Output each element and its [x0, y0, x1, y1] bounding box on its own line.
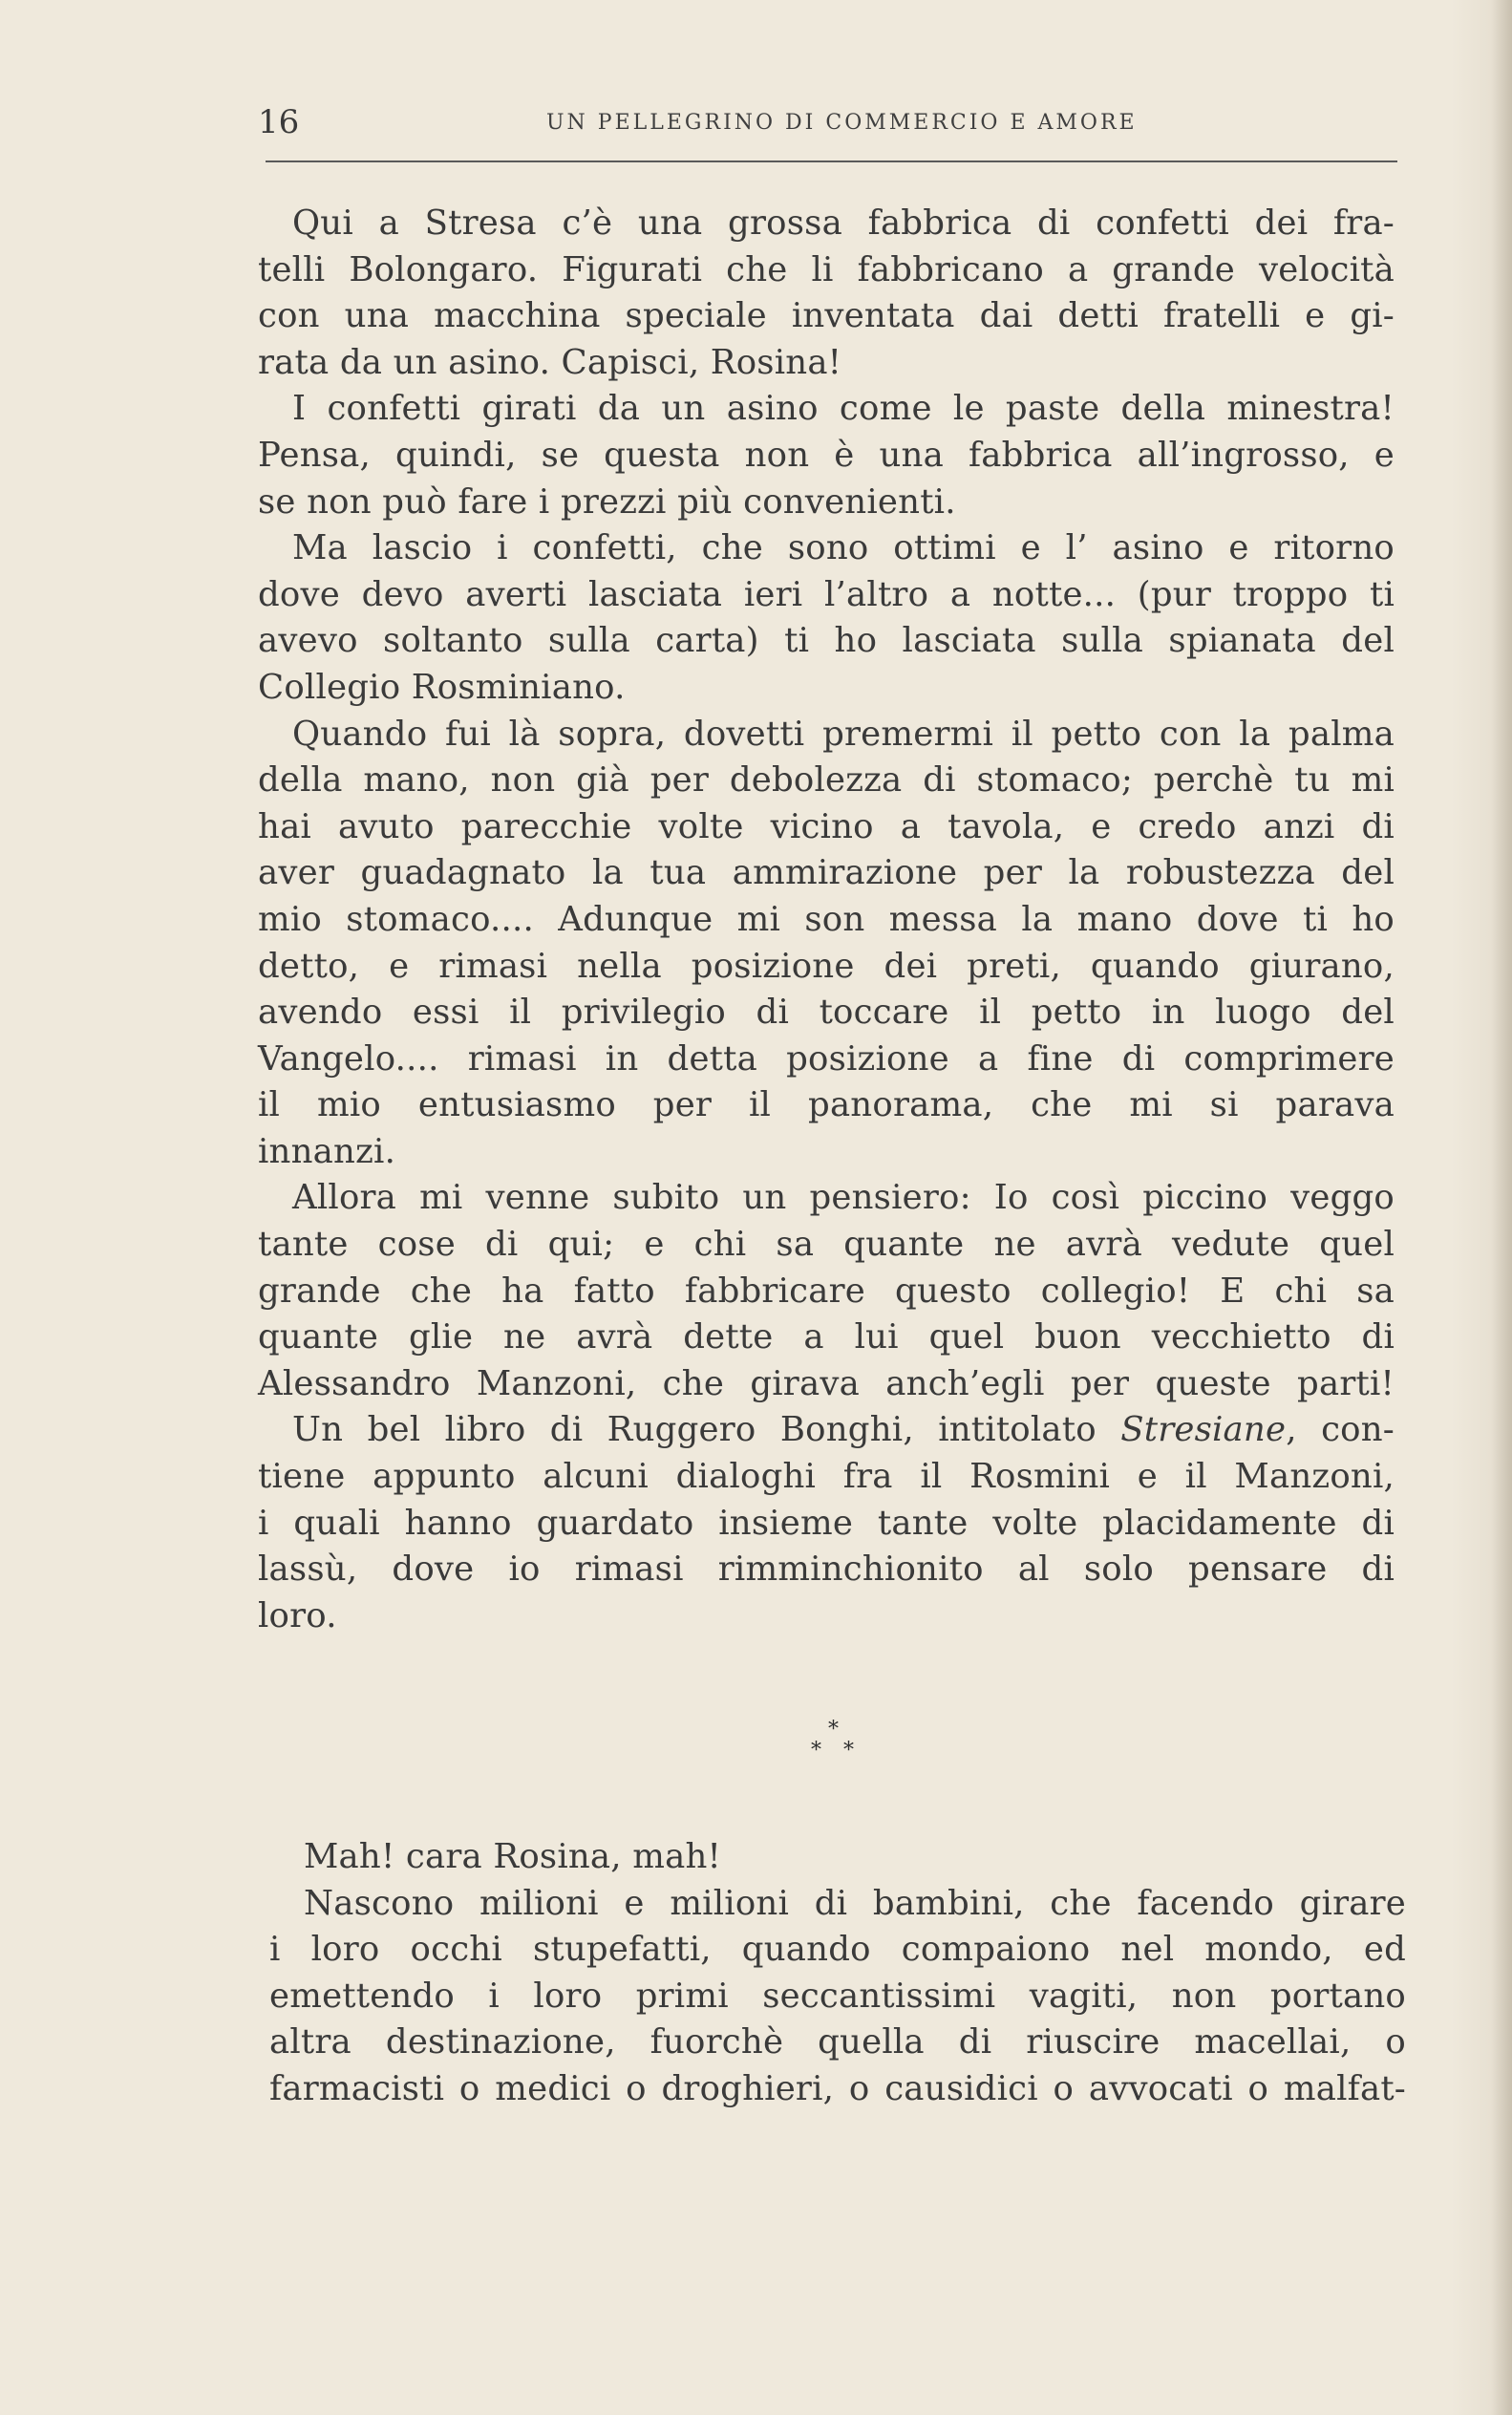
header-rule [266, 160, 1397, 162]
text-line: Un bel libro di Ruggero Bonghi, intitolato Stresiane, con- [292, 1410, 1395, 1450]
text-line: avendo essi il privilegio di toccare il petto in luogo del [258, 993, 1395, 1033]
page-edge-shadow [1491, 0, 1512, 2415]
text-line: mio stomaco.... Adunque mi son messa la mano dove ti ho [258, 899, 1395, 939]
text-line: grande che ha fatto fabbricare questo collegio! E chi sa [258, 1271, 1395, 1311]
text-line: lassù, dove io rimasi rimminchionito al solo pensare di [258, 1549, 1395, 1590]
page-number: 16 [258, 103, 300, 141]
text-line: telli Bolongaro. Figurati che li fabbricano a grande velocità [258, 249, 1395, 289]
text-line: altra destinazione, fuorchè quella di riuscire macellai, o [269, 2022, 1406, 2062]
text-line: Collegio Rosminiano. [258, 667, 626, 707]
separator-star-icon: * [843, 1739, 854, 1763]
text-line: innanzi. [258, 1131, 396, 1171]
text-line: dove devo averti lasciata ieri l’altro a notte... (pur troppo ti [258, 574, 1395, 614]
text-line: quante glie ne avrà dette a lui quel buon vecchietto di [258, 1317, 1395, 1357]
text-line: hai avuto parecchie volte vicino a tavola, e credo anzi di [258, 806, 1395, 846]
text-line: Vangelo.... rimasi in detta posizione a fine di comprimere [258, 1038, 1395, 1079]
text-line: Nascono milioni e milioni di bambini, che facendo girare [304, 1883, 1406, 1923]
text-line: tante cose di qui; e chi sa quante ne avrà vedute quel [258, 1225, 1395, 1265]
text-line: rata da un asino. Capisci, Rosina! [258, 342, 842, 382]
text-line: aver guadagnato la tua ammirazione per la robustezza del [258, 853, 1395, 893]
body-text-section-1 [258, 201, 1395, 1639]
book-title-italic: Stresiane [1120, 1410, 1287, 1450]
text-line: Qui a Stresa c’è una grossa fabbrica di confetti dei fra- [292, 203, 1395, 243]
text-line: Ma lascio i confetti, che sono ottimi e l’ asino e ritorno [292, 528, 1395, 568]
running-title: UN PELLEGRINO DI COMMERCIO E AMORE [546, 111, 1138, 135]
text-line: se non può fare i prezzi più convenienti. [258, 481, 956, 522]
section-separator [807, 1718, 864, 1765]
text-line: tiene appunto alcuni dialoghi fra il Rosmini e il Manzoni, [258, 1457, 1395, 1497]
page-header [258, 103, 1404, 151]
text-line: Quando fui là sopra, dovetti premermi il petto con la palma [292, 714, 1395, 754]
separator-star-icon: * [811, 1739, 821, 1763]
text-line: I confetti girati da un asino come le paste della minestra! [292, 389, 1395, 429]
text-line: avevo soltanto sulla carta) ti ho lasciata sulla spianata del [258, 621, 1395, 661]
text-line: Alessandro Manzoni, che girava anch’egli per queste parti! [258, 1363, 1395, 1403]
text-line: emettendo i loro primi seccantissimi vagiti, non portano [269, 1976, 1406, 2016]
text-line: Pensa, quindi, se questa non è una fabbrica all’ingrosso, e [258, 435, 1395, 475]
text-line: detto, e rimasi nella posizione dei preti, quando giurano, [258, 946, 1395, 986]
text-line: della mano, non già per debolezza di stomaco; perchè tu mi [258, 760, 1395, 801]
text-line: loro. [258, 1595, 337, 1635]
text-line: i loro occhi stupefatti, quando compaiono nel mondo, ed [269, 1930, 1406, 1970]
text-line: i quali hanno guardato insieme tante volte placidamente di [258, 1503, 1395, 1543]
text-line: con una macchina speciale inventata dai detti fratelli e gi- [258, 296, 1395, 336]
text-line: Allora mi venne subito un pensiero: Io così piccino veggo [292, 1178, 1395, 1218]
separator-star-icon: * [828, 1718, 839, 1742]
text-line: farmacisti o medici o droghieri, o causidici o avvocati o malfat- [269, 2068, 1406, 2108]
text-line: il mio entusiasmo per il panorama, che mi si parava [258, 1085, 1395, 1125]
text-line: Mah! cara Rosina, mah! [304, 1837, 722, 1876]
body-text-section-2 [269, 1834, 1406, 2113]
